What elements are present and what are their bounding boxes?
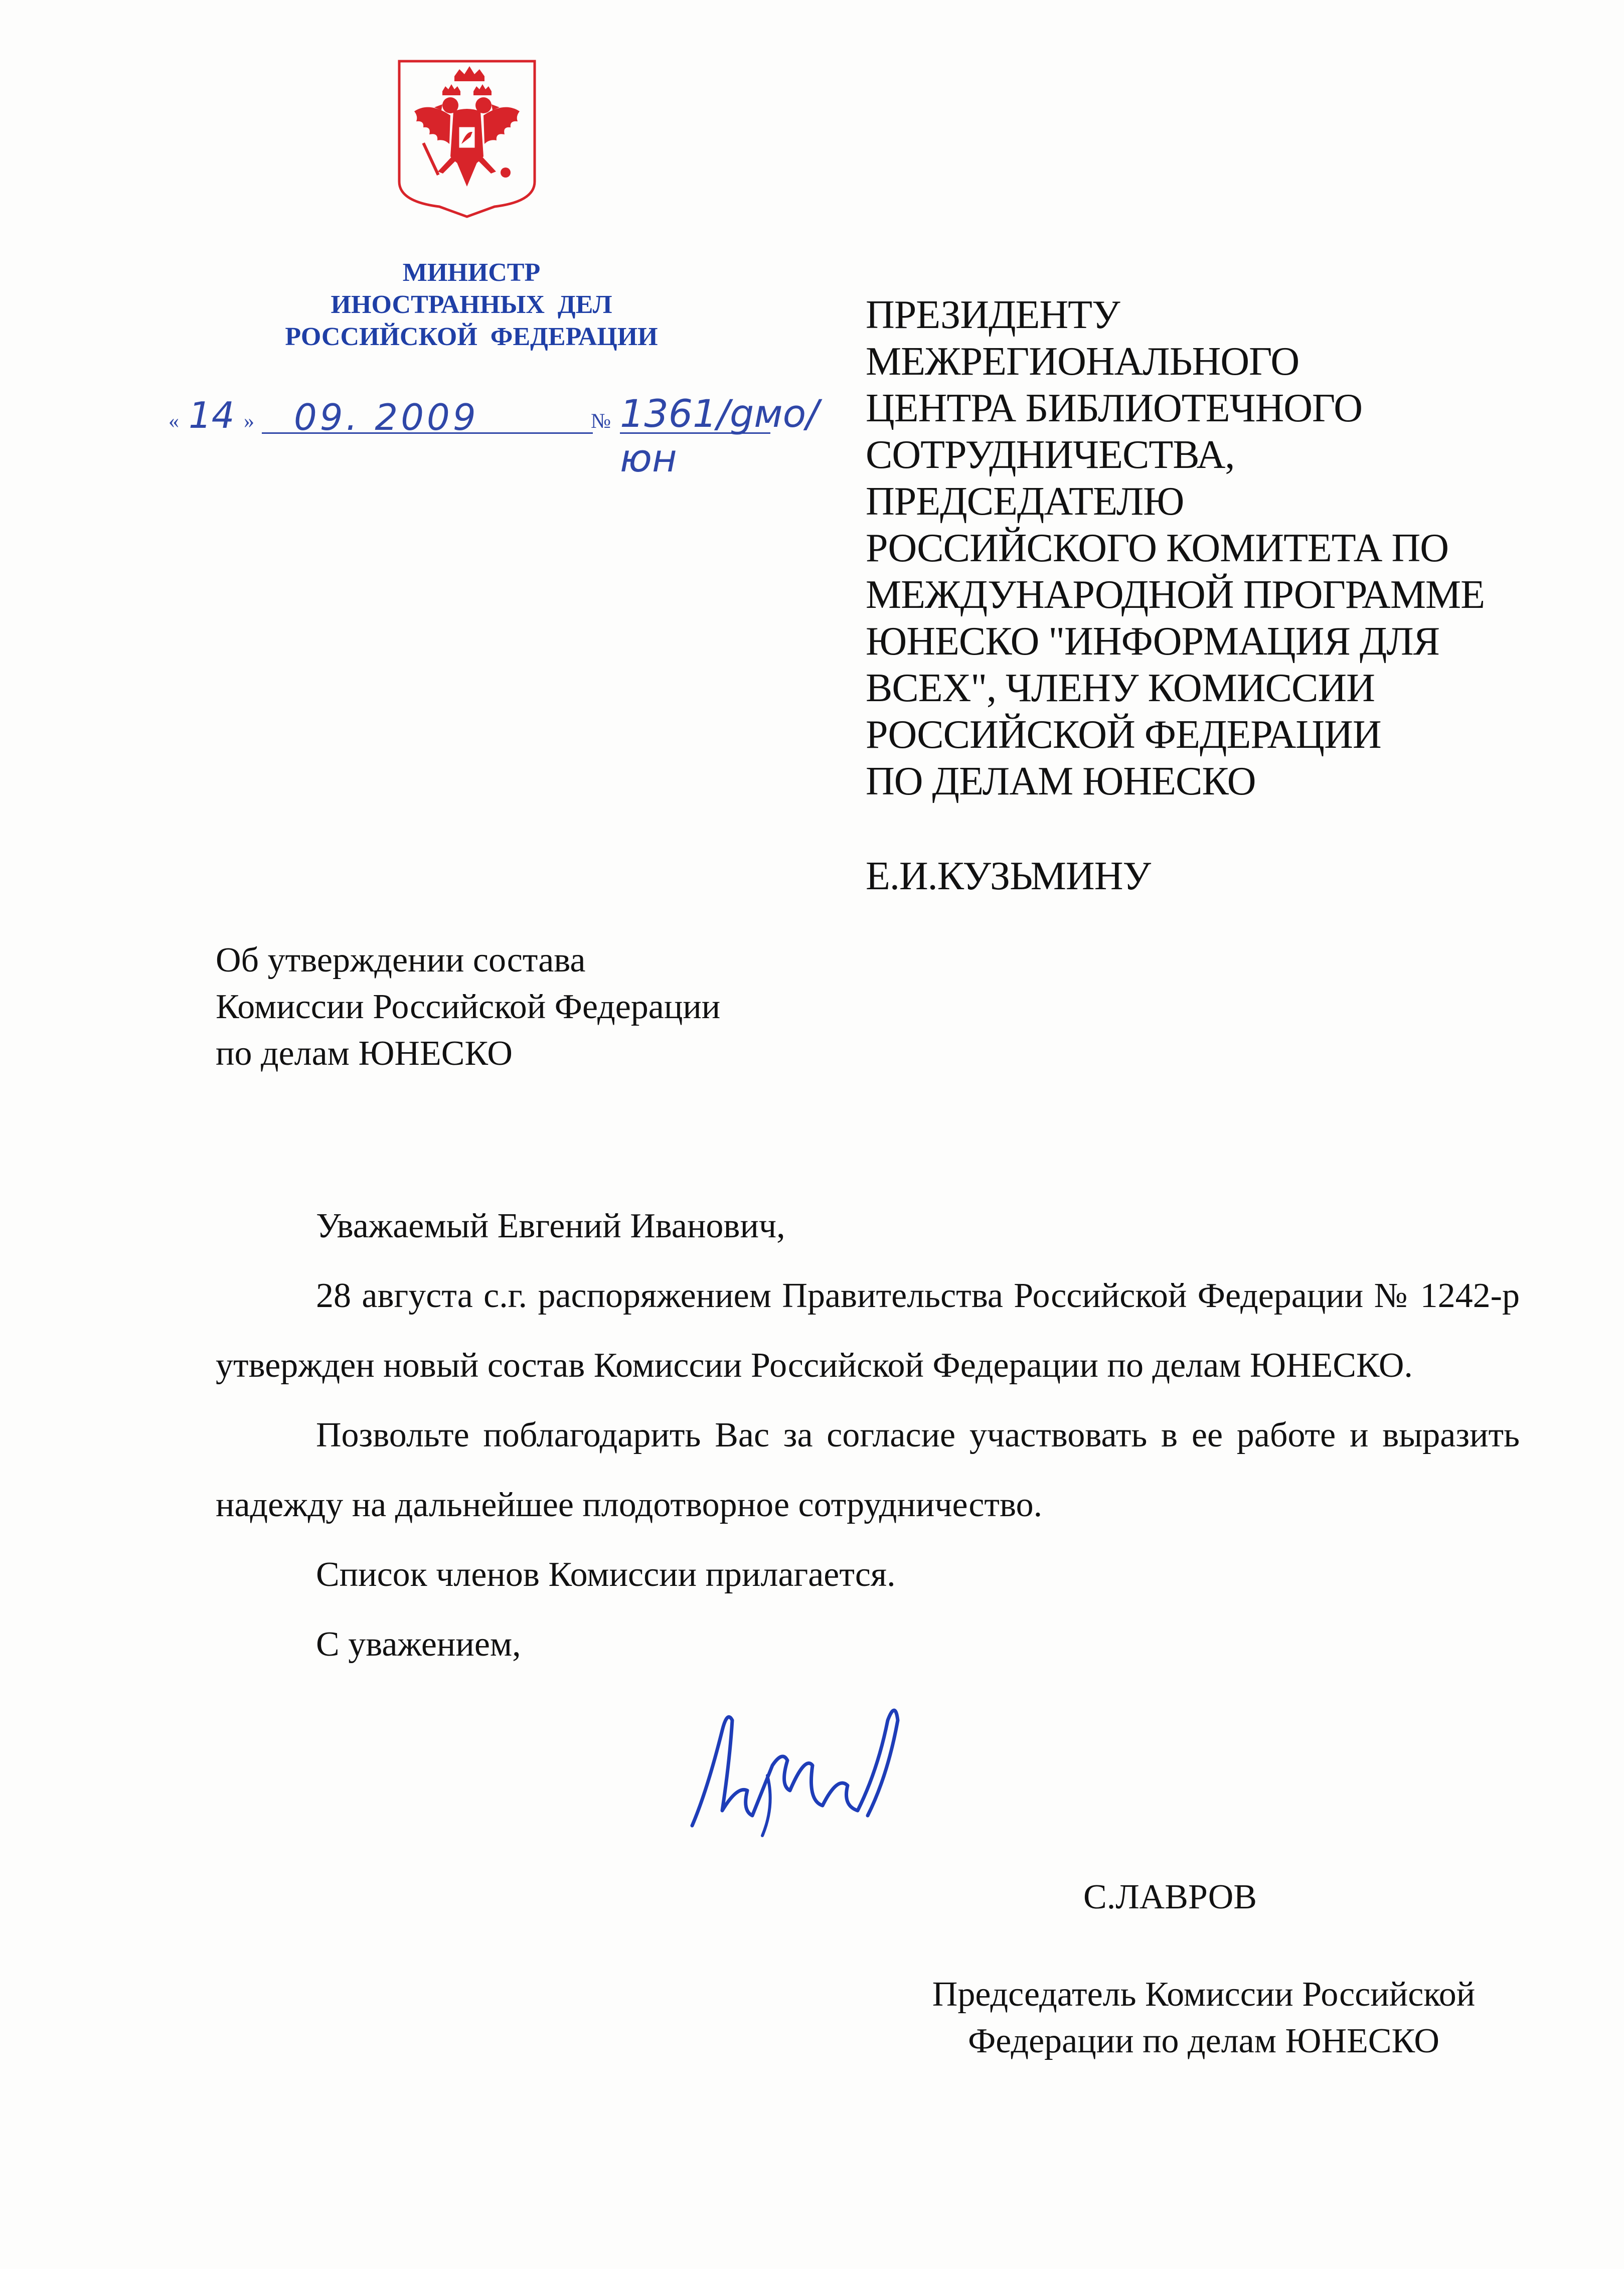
ministry-line: ИНОСТРАННЫХ ДЕЛ bbox=[331, 290, 612, 319]
addressee-line: ПРЕЗИДЕНТУ bbox=[866, 293, 1120, 337]
coat-of-arms-icon bbox=[394, 56, 540, 222]
greeting: Уважаемый Евгений Иванович, bbox=[316, 1207, 785, 1245]
subject-line: по делам ЮНЕСКО bbox=[216, 1034, 513, 1073]
body-paragraph: Позвольте поблагодарить Вас за согласие участвовать в ее работе и выразить надежду на дальнейшее плодотворное сотрудничество. bbox=[216, 1416, 1520, 1524]
signer-title-line: Председатель Комиссии Российской bbox=[932, 1975, 1476, 2014]
addressee-line: ПРЕДСЕДАТЕЛЮ bbox=[866, 479, 1184, 524]
signer-name: С.ЛАВРОВ bbox=[1083, 1878, 1257, 1916]
addressee-line: ВСЕХ", ЧЛЕНУ КОМИССИИ bbox=[866, 666, 1375, 710]
subject-line: Комиссии Российской Федерации bbox=[216, 988, 721, 1026]
addressee-line: МЕЖДУНАРОДНОЙ ПРОГРАММЕ bbox=[866, 573, 1485, 617]
addressee-name: Е.И.КУЗЬМИНУ bbox=[866, 854, 1151, 898]
subject-block bbox=[216, 937, 918, 1077]
addressee-line: РОССИЙСКОГО КОМИТЕТА ПО bbox=[866, 526, 1448, 570]
body-paragraph: Список членов Комиссии прилагается. bbox=[316, 1555, 896, 1594]
addressee-line: РОССИЙСКОЙ ФЕДЕРАЦИИ bbox=[866, 713, 1381, 757]
date-close-quote: » bbox=[244, 410, 254, 433]
addressee-line: МЕЖРЕГИОНАЛЬНОГО bbox=[866, 340, 1300, 384]
number-sign: № bbox=[591, 410, 611, 433]
date-open-quote: « bbox=[169, 410, 179, 433]
addressee-block bbox=[866, 292, 1578, 900]
date-rest: 09. 2009 bbox=[294, 396, 479, 438]
closing: С уважением, bbox=[316, 1625, 521, 1664]
registration-number: 1361/gмо/юн bbox=[620, 391, 819, 480]
subject-line: Об утверждении состава bbox=[216, 941, 586, 980]
addressee-line: ЮНЕСКО "ИНФОРМАЦИЯ ДЛЯ bbox=[866, 619, 1440, 664]
ministry-line: РОССИЙСКОЙ ФЕДЕРАЦИИ bbox=[285, 322, 658, 351]
ministry-header bbox=[191, 257, 752, 353]
ministry-line: МИНИСТР bbox=[402, 258, 541, 287]
addressee-line: ПО ДЕЛАМ ЮНЕСКО bbox=[866, 759, 1256, 803]
addressee-line: ЦЕНТРА БИБЛИОТЕЧНОГО bbox=[866, 386, 1363, 430]
addressee-line: СОТРУДНИЧЕСТВА, bbox=[866, 433, 1235, 477]
handwritten-signature bbox=[687, 1690, 928, 1841]
letter-body bbox=[216, 1191, 1520, 1679]
date-day: 14 bbox=[189, 394, 235, 436]
signer-title bbox=[853, 1971, 1555, 2064]
body-paragraph: 28 августа с.г. распоряжением Правительства Российской Федерации № 1242-р утвержден новый состав Комиссии Российской Федерации по делам ЮНЕСКО. bbox=[216, 1276, 1520, 1385]
registration-line bbox=[169, 389, 871, 480]
signer-title-line: Федерации по делам ЮНЕСКО bbox=[968, 2022, 1439, 2060]
